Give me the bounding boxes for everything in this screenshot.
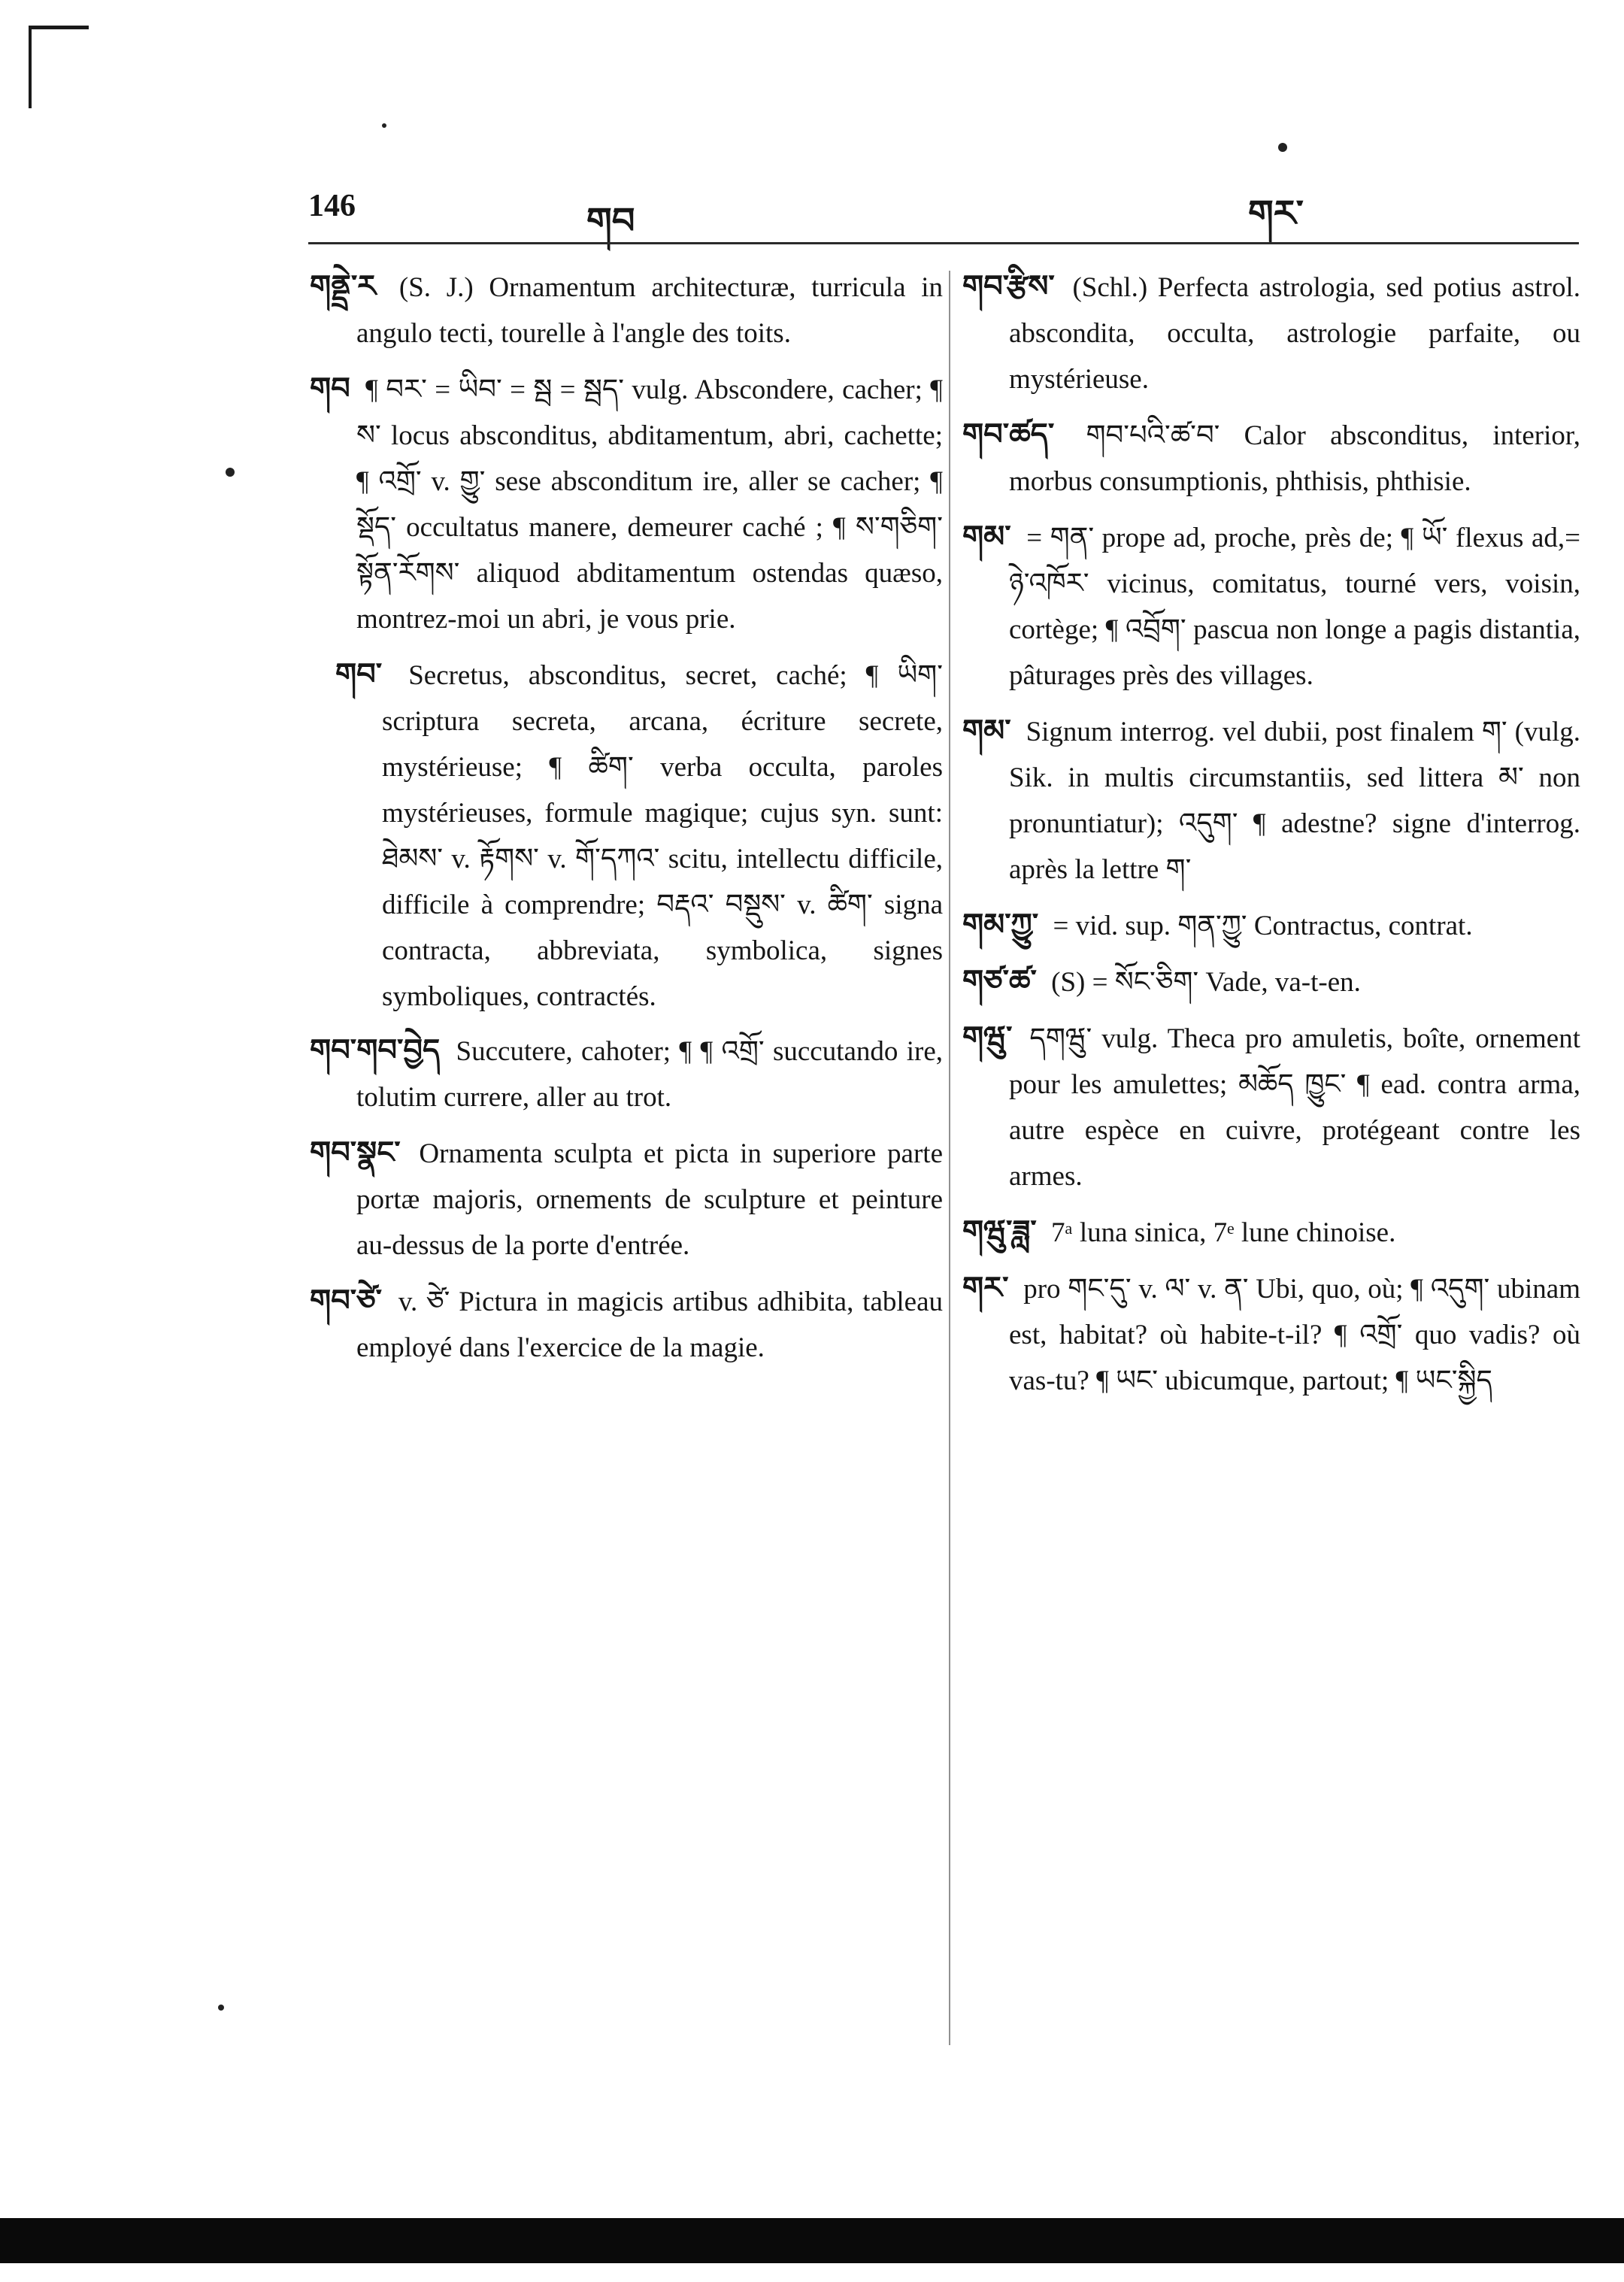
entry-text: (S. J.) Ornamentum architecturæ, turricula in angulo tecti, tourelle à l'angle des toits. [356, 272, 943, 349]
column-divider [949, 271, 950, 2045]
entry-headword: གབ་ཚད་ [962, 417, 1055, 451]
entry-headword: གམ་ཀྱུ་ [962, 908, 1039, 941]
entry-text: = གན་ prope ad, proche, près de; ¶ ཡོ་ flexus ad,= ཉེ་འཁོར་ vicinus, comitatus, tourné vers, voisin, cortège; ¶ འབྲོག་ pascua non longe a pagis distantia, pâturages près des villages. [1009, 523, 1580, 691]
dictionary-entry [962, 1208, 1580, 1256]
running-head-right: གར་ [1248, 194, 1304, 234]
dictionary-entry [962, 411, 1580, 505]
entry-headword: གམ་ [962, 714, 1011, 747]
page-number: 146 [308, 189, 356, 223]
dictionary-entry [962, 958, 1580, 1005]
entry-text: 7ᵃ luna sinica, 7ᵉ lune chinoise. [1050, 1217, 1396, 1248]
entry-headword: གཙ་ཚ་ [962, 964, 1037, 998]
dictionary-entry [962, 902, 1580, 949]
dictionary-entry [310, 1277, 943, 1371]
dictionary-entry [310, 263, 943, 356]
dictionary-entry [962, 1014, 1580, 1199]
entry-text: Succutere, cahoter; ¶ ¶ འགྲོ་ succutando ire, tolutim currere, aller au trot. [356, 1036, 943, 1113]
scan-corner-mark [29, 26, 89, 29]
page-header [0, 158, 1624, 241]
right-column [962, 263, 1580, 1413]
entry-text: pro གང་དུ་ v. ལ་ v. ན་ Ubi, quo, où; ¶ འདུག་ ubinam est, habitat? où habite-t-il? ¶ འགྲོ་ quo vadis? où vas-tu? ¶ ཡང་ ubicumque, partout; ¶ ཡང་སྐྱིད [1009, 1274, 1581, 1396]
entry-headword: གབ་རྩིས་ [962, 269, 1055, 303]
entry-headword: གབ་སྣང་ [310, 1135, 401, 1169]
entry-text: (S) = སོང་ཅིག་ Vade, va-t-en. [1051, 967, 1361, 998]
entry-headword: གབ་ཙེ་ [310, 1283, 383, 1317]
entry-headword: གམ་ [962, 520, 1011, 553]
entry-text: Secretus, absconditus, secret, caché; ¶ ཡིག་ scriptura secreta, arcana, écriture secrete, mystérieuse; ¶ ཚིག་ verba occulta, paroles mystérieuses, formule magique; cujus syn. sunt: ཐེམས་ v. རྟོགས་ v. གོ་དཀའ་ scitu, intellectu difficile, difficile à comprendre; བརྡའ་ བསྡུས་ v. ཚིག་ signa contracta, abbreviata, symbolica, signes symboliques, contractés. [382, 660, 943, 1012]
dictionary-entry [310, 365, 943, 642]
left-column [310, 263, 943, 1380]
scan-corner-mark-vertical [29, 26, 32, 108]
entry-headword: གར་ [962, 1271, 1009, 1305]
entry-headword: གཝུ་ [962, 1020, 1013, 1054]
entry-text: (Schl.) Perfecta astrologia, sed potius astrol. abscondita, occulta, astrologie parfaite, ou mystérieuse. [1009, 272, 1580, 395]
scan-speck [218, 2005, 224, 2011]
scan-bottom-bar [0, 2218, 1624, 2263]
entry-headword: གབ་གབ་བྱེད [310, 1033, 441, 1067]
dictionary-entry [962, 514, 1580, 699]
entry-text: Signum interrog. vel dubii, post finalem ག་ (vulg. Sik. in multis circumstantiis, sed littera མ་ non pronuntiatur); འདུག་ ¶ adestne? signe d'interrog. après la lettre ག་ [1009, 717, 1580, 885]
entry-headword: གནྡྲེ་ར [310, 269, 377, 303]
entry-text: Ornamenta sculpta et picta in superiore parte portæ majoris, ornements de sculpture et peinture au-dessus de la porte d'entrée. [356, 1138, 943, 1261]
dictionary-entry [962, 708, 1580, 892]
entry-text: = vid. sup. གན་ཀྱུ་ Contractus, contrat. [1053, 911, 1473, 941]
entry-text: གབ་པའི་ཚ་བ་ Calor absconditus, interior, morbus consumptionis, phthisis, phthisie. [1009, 420, 1580, 497]
header-rule [308, 242, 1579, 244]
entry-headword: གཝུ་ཟླ་ [962, 1214, 1037, 1248]
dictionary-entry [962, 263, 1580, 402]
entry-text: v. ཙེ་ Pictura in magicis artibus adhibita, tableau employé dans l'exercice de la magie. [356, 1286, 944, 1363]
scan-speck [226, 468, 235, 477]
dictionary-entry [310, 1027, 943, 1120]
scan-speck [1278, 143, 1287, 152]
dictionary-subentry [310, 651, 943, 1020]
entry-text: ¶ བར་ = ཡིབ་ = སྦ = སྦད་ vulg. Abscondere, cacher; ¶ ས་ locus absconditus, abditamentum, abri, cachette; ¶ འགྲོ་ v. གྱུ་ sese absconditum ire, aller se cacher; ¶ སྡོད་ occultatus manere, demeurer caché ; ¶ ས་གཅིག་སྟོན་རོགས་ aliquod abditamentum ostendas quæso, montrez-moi un abri, je vous prie. [356, 374, 943, 635]
dictionary-entry [962, 1265, 1580, 1404]
dictionary-entry [310, 1129, 943, 1268]
entry-text: དགཝུ་ vulg. Theca pro amuletis, boîte, ornement pour les amulettes; མཆོད ཁྱུང་ ¶ ead. contra arma, autre espèce en cuivre, protégeant contre les armes. [1009, 1023, 1580, 1192]
entry-headword: གབ་ [335, 657, 383, 691]
running-head-left: གབ [586, 202, 635, 241]
scan-speck [382, 123, 386, 128]
entry-headword: གབ [310, 371, 350, 405]
